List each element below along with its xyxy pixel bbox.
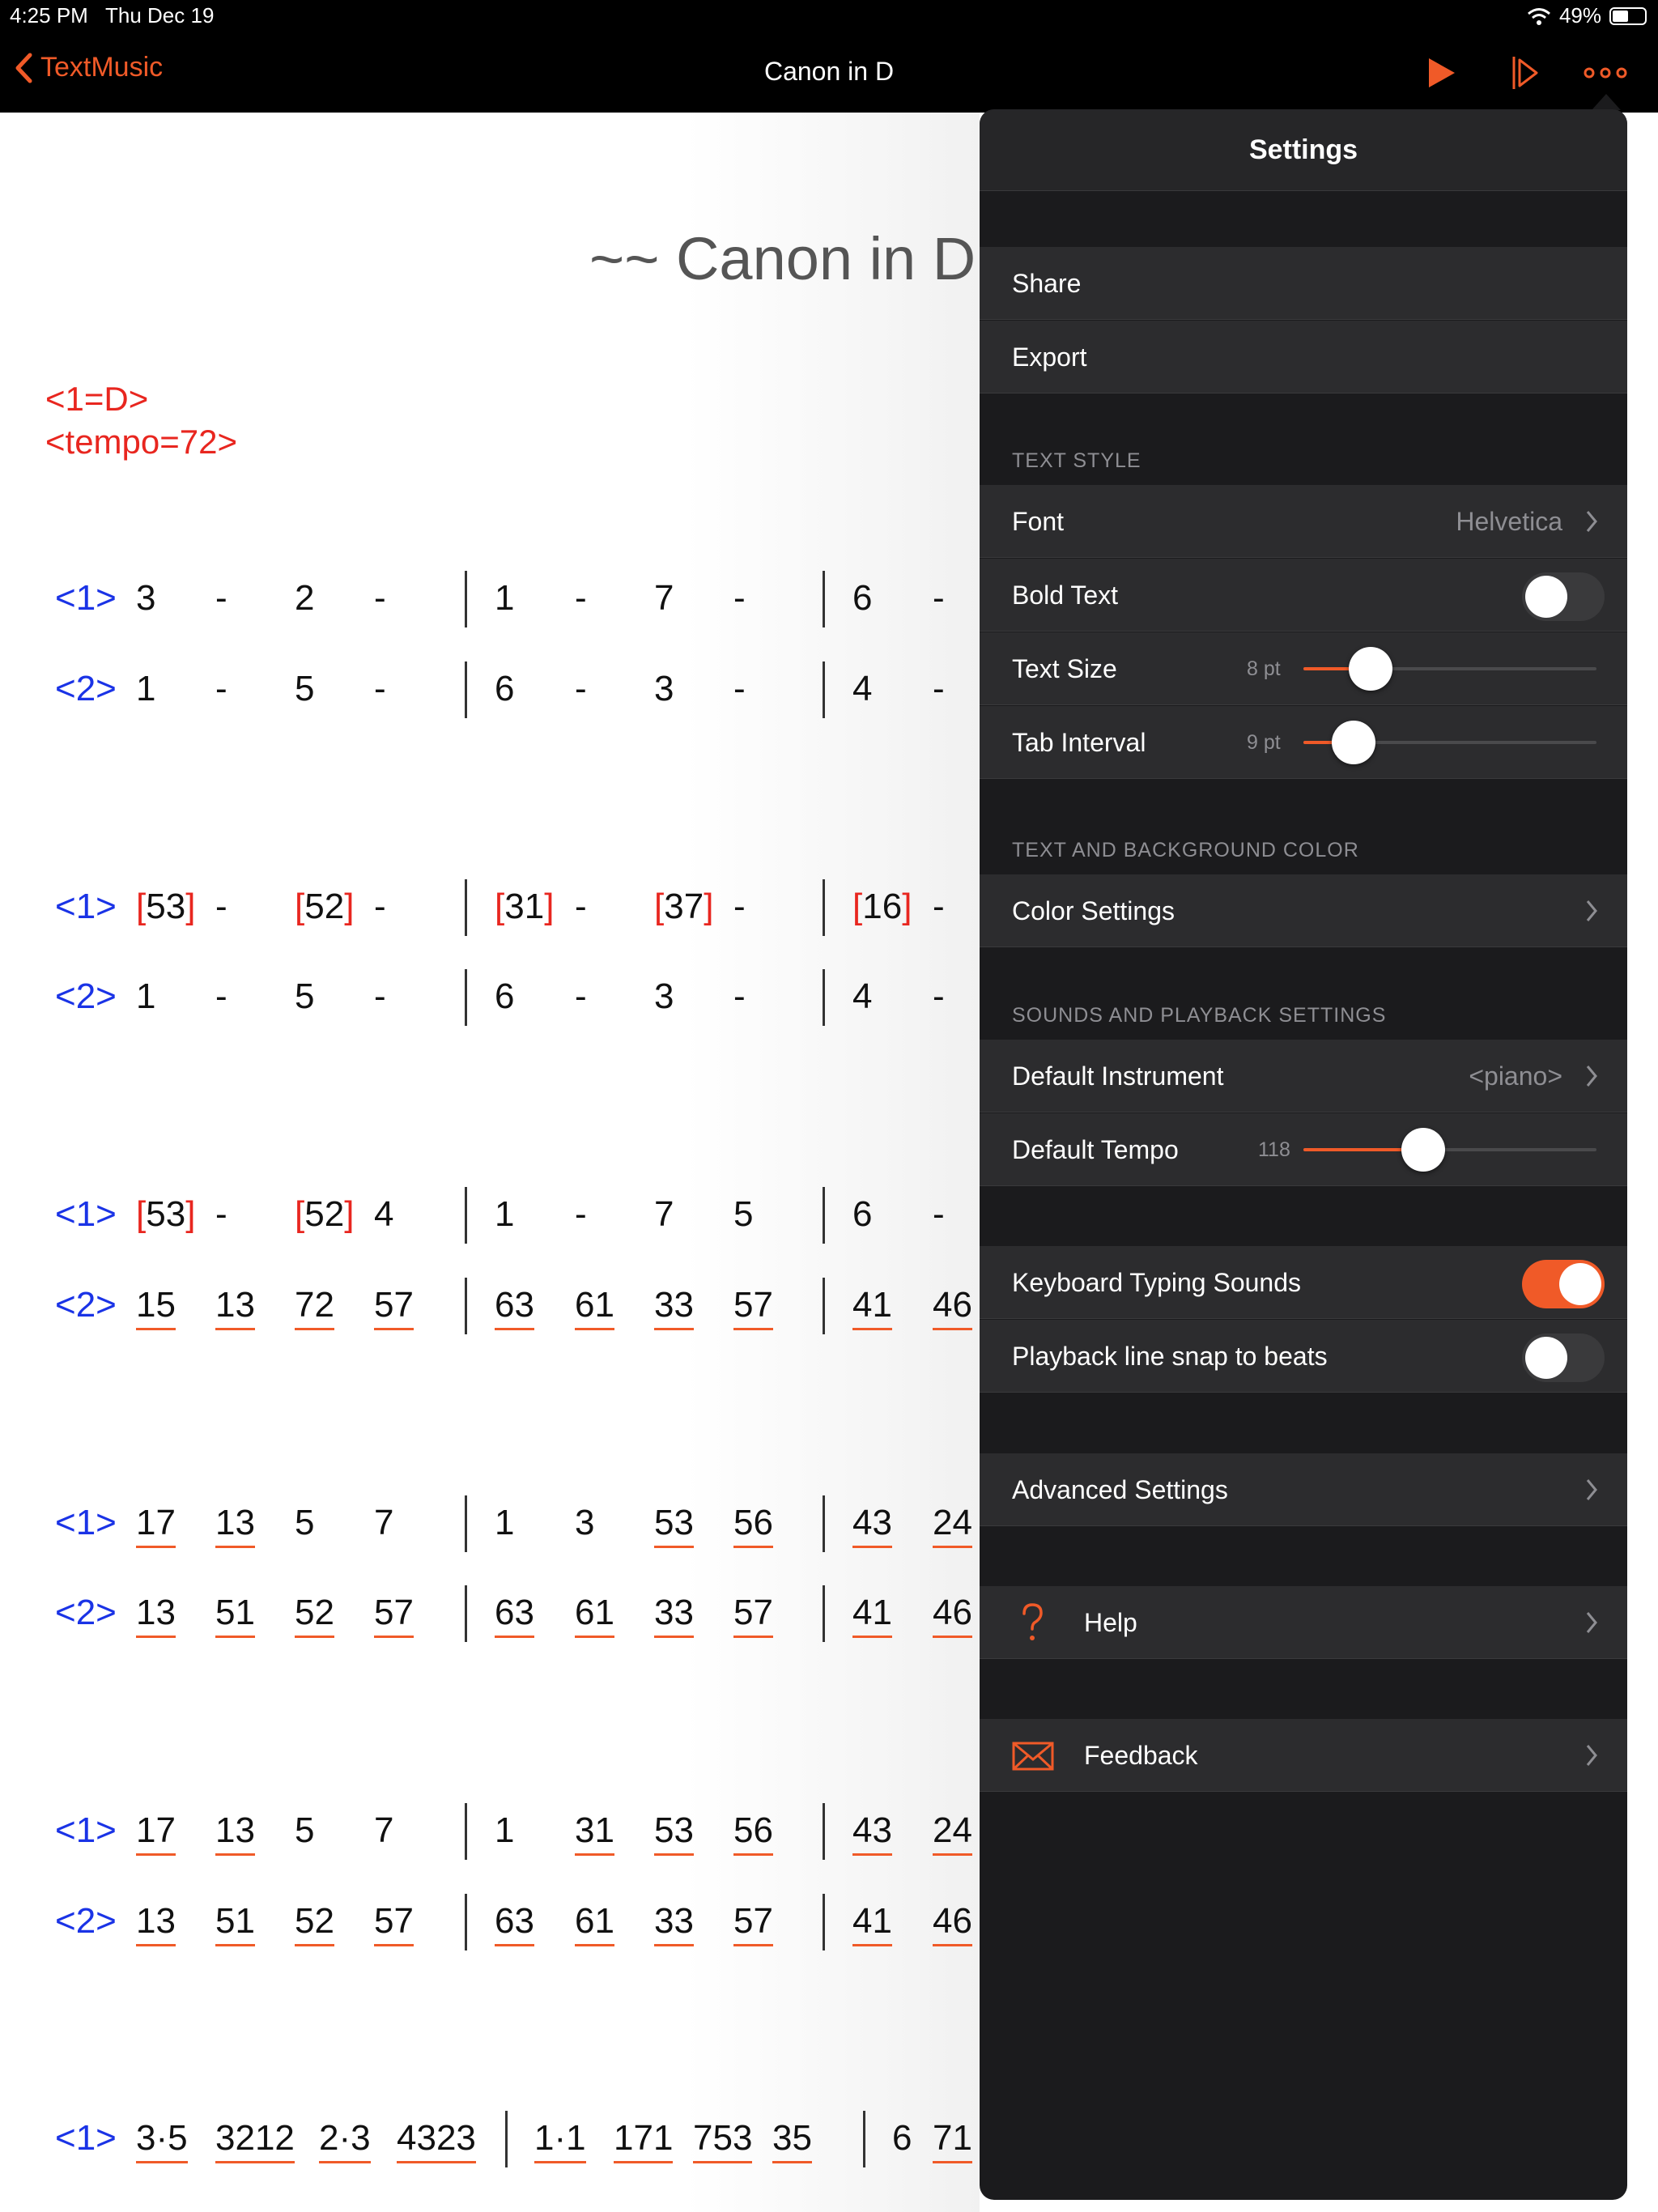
default-tempo-value: 118 (1258, 1138, 1290, 1161)
note-token: 2·3 (319, 2116, 371, 2163)
note-token: 57 (374, 1590, 414, 1638)
notation-row (0, 2116, 980, 2172)
notation-row (0, 576, 980, 632)
note-token: 1 (495, 1810, 515, 1850)
export-label: Export (1012, 342, 1087, 372)
note-token: - (374, 887, 386, 926)
font-value: Helvetica (1456, 507, 1562, 536)
note-token: - (575, 669, 587, 708)
note-token: 72 (295, 1283, 334, 1330)
notation-row (0, 1500, 980, 1557)
nav-title: Canon in D (763, 57, 895, 86)
voice-label: <1> (55, 1194, 117, 1234)
settings-title: Settings (980, 109, 1627, 191)
note-token: - (575, 578, 587, 618)
bar-line (465, 571, 467, 627)
font-row[interactable] (980, 485, 1627, 558)
feedback-row[interactable] (980, 1719, 1627, 1792)
note-token: 4 (374, 1194, 394, 1234)
note-token: 5 (733, 1194, 754, 1234)
voice-label: <1> (55, 887, 117, 926)
note-token: 4 (852, 669, 873, 708)
snap-beats-row (980, 1320, 1627, 1393)
note-token: 52 (295, 1590, 334, 1638)
note-token: - (215, 976, 227, 1016)
note-token: - (215, 887, 227, 926)
wifi-icon (1527, 6, 1551, 26)
note-token: 43 (852, 1500, 892, 1548)
note-token: - (215, 1194, 227, 1234)
tab-interval-label: Tab Interval (1012, 728, 1146, 757)
note-token: 57 (374, 1283, 414, 1330)
default-tempo-label: Default Tempo (1012, 1135, 1179, 1164)
default-instrument-value: <piano> (1469, 1061, 1562, 1091)
battery-percent: 49% (1558, 3, 1601, 28)
bar-line (465, 969, 467, 1026)
note-token: 33 (654, 1590, 694, 1638)
note-token: 51 (215, 1590, 255, 1638)
bar-line (465, 1803, 467, 1860)
mail-icon (1012, 1742, 1054, 1771)
note-token: - (733, 578, 746, 618)
notation-row (0, 1192, 980, 1249)
note-token: - (933, 669, 945, 708)
note-token: 171 (614, 2116, 673, 2163)
voice-label: <1> (55, 1503, 117, 1542)
note-token: [53] (136, 887, 196, 926)
tab-interval-row (980, 706, 1627, 779)
share-label: Share (1012, 269, 1082, 298)
voice-label: <1> (55, 1810, 117, 1850)
export-row[interactable] (980, 321, 1627, 393)
note-token: 46 (933, 1899, 972, 1946)
note-token: 31 (575, 1808, 614, 1856)
keyboard-sounds-row (980, 1246, 1627, 1319)
toggle-knob (1559, 1263, 1601, 1305)
note-token: 13 (215, 1808, 255, 1856)
note-token: 41 (852, 1590, 892, 1638)
bar-line (823, 1495, 825, 1552)
note-token: 3·5 (136, 2116, 188, 2163)
note-token: 17 (136, 1500, 176, 1548)
note-token: [37] (654, 887, 714, 926)
snap-beats-toggle[interactable] (1522, 1334, 1605, 1382)
note-token: 753 (693, 2116, 752, 2163)
note-token: - (733, 887, 746, 926)
settings-panel (980, 109, 1627, 2200)
note-token: [52] (295, 887, 355, 926)
bar-line (465, 1585, 467, 1642)
default-tempo-row (980, 1113, 1627, 1186)
note-token: - (374, 669, 386, 708)
note-token: 5 (295, 1503, 315, 1542)
help-row[interactable] (980, 1586, 1627, 1659)
bar-line (823, 661, 825, 718)
note-token: - (733, 669, 746, 708)
toggle-knob (1525, 576, 1567, 618)
bar-line (465, 1894, 467, 1950)
chevron-right-icon (1585, 1064, 1598, 1088)
status-right (1527, 3, 1647, 28)
note-token: - (733, 976, 746, 1016)
top-bar (0, 0, 1658, 113)
note-token: 35 (772, 2116, 812, 2163)
bar-line (823, 1187, 825, 1244)
chevron-right-icon (1585, 509, 1598, 534)
note-token: 1 (495, 1503, 515, 1542)
keyboard-sounds-toggle[interactable] (1522, 1260, 1605, 1308)
note-token: [16] (852, 887, 912, 926)
text-size-value: 8 pt (1247, 657, 1281, 680)
voice-label: <1> (55, 2118, 117, 2158)
note-token: 6 (852, 1194, 873, 1234)
status-date: Thu Dec 19 (105, 3, 215, 28)
battery-icon (1609, 7, 1647, 25)
snap-beats-label: Playback line snap to beats (1012, 1342, 1328, 1371)
note-token: - (933, 578, 945, 618)
note-token: 2 (295, 578, 315, 618)
note-token: 5 (295, 669, 315, 708)
advanced-settings-row[interactable] (980, 1453, 1627, 1526)
text-size-slider[interactable] (1303, 667, 1596, 670)
text-size-row (980, 632, 1627, 705)
note-token: 5 (295, 1810, 315, 1850)
bar-line (863, 2111, 865, 2167)
note-token: 33 (654, 1899, 694, 1946)
note-token: 7 (654, 1194, 674, 1234)
note-token: 1 (136, 669, 156, 708)
note-token: - (215, 578, 227, 618)
notation-row (0, 1590, 980, 1647)
note-token: 33 (654, 1283, 694, 1330)
color-header: TEXT AND BACKGROUND COLOR (1012, 839, 1359, 861)
slider-knob[interactable] (1332, 721, 1375, 764)
bar-line (823, 879, 825, 936)
default-tempo-slider[interactable] (1303, 1148, 1596, 1151)
chevron-right-icon (1585, 899, 1598, 923)
note-token: 43 (852, 1808, 892, 1856)
more-icon[interactable] (1584, 66, 1627, 79)
note-token: 53 (654, 1500, 694, 1548)
question-icon (1020, 1602, 1044, 1643)
note-token: 1 (495, 1194, 515, 1234)
note-token: 17 (136, 1808, 176, 1856)
note-token: 13 (136, 1590, 176, 1638)
note-token: 51 (215, 1899, 255, 1946)
note-token: 7 (374, 1503, 394, 1542)
voice-label: <1> (55, 578, 117, 618)
notation-row (0, 1899, 980, 1955)
status-time: 4:25 PM (10, 3, 88, 28)
notation-row (0, 1283, 980, 1339)
note-token: 1 (495, 578, 515, 618)
note-token: 1·1 (534, 2116, 586, 2163)
note-token: 3212 (215, 2116, 295, 2163)
note-token: - (575, 976, 587, 1016)
bar-line (823, 1278, 825, 1334)
note-token: 61 (575, 1899, 614, 1946)
note-token: 41 (852, 1899, 892, 1946)
note-token: 46 (933, 1590, 972, 1638)
note-token: [31] (495, 887, 555, 926)
note-token: 41 (852, 1283, 892, 1330)
bar-line (505, 2111, 508, 2167)
note-token: 63 (495, 1590, 534, 1638)
note-token: - (374, 976, 386, 1016)
note-token: - (933, 976, 945, 1016)
voice-label: <2> (55, 1593, 117, 1632)
chevron-right-icon (1585, 1478, 1598, 1502)
note-token: 56 (733, 1500, 773, 1548)
step-play-icon[interactable] (1507, 55, 1540, 91)
default-instrument-row[interactable] (980, 1040, 1627, 1112)
note-token: - (215, 669, 227, 708)
tab-interval-value: 9 pt (1247, 731, 1281, 754)
note-token: 5 (295, 976, 315, 1016)
tab-interval-slider[interactable] (1303, 741, 1596, 744)
note-token: 3 (575, 1503, 595, 1542)
popover-arrow (1592, 94, 1621, 110)
note-token: 6 (852, 578, 873, 618)
note-token: 13 (136, 1899, 176, 1946)
bar-line (465, 1187, 467, 1244)
voice-label: <2> (55, 669, 117, 708)
note-token: 3 (654, 976, 674, 1016)
back-label: TextMusic (40, 52, 164, 83)
note-token: 52 (295, 1899, 334, 1946)
note-token: 13 (215, 1283, 255, 1330)
note-token: 6 (495, 669, 515, 708)
note-token: 3 (654, 669, 674, 708)
voice-label: <2> (55, 1901, 117, 1941)
color-settings-row[interactable] (980, 874, 1627, 947)
note-token: 7 (374, 1810, 394, 1850)
note-token: 57 (733, 1590, 773, 1638)
note-token: - (374, 578, 386, 618)
music-sheet[interactable] (0, 113, 980, 2212)
note-token: 6 (892, 2118, 912, 2158)
sound-header: SOUNDS AND PLAYBACK SETTINGS (1012, 1004, 1387, 1027)
default-instrument-label: Default Instrument (1012, 1061, 1224, 1091)
notation-row (0, 1808, 980, 1865)
note-token: 15 (136, 1283, 176, 1330)
chevron-right-icon (1585, 1610, 1598, 1635)
text-size-label: Text Size (1012, 654, 1117, 683)
bar-line (465, 661, 467, 718)
note-token: 57 (733, 1283, 773, 1330)
note-token: - (575, 887, 587, 926)
note-token: [53] (136, 1194, 196, 1234)
note-token: 24 (933, 1808, 972, 1856)
keyboard-sounds-label: Keyboard Typing Sounds (1012, 1268, 1301, 1297)
note-token: 61 (575, 1590, 614, 1638)
bold-text-toggle[interactable] (1522, 572, 1605, 621)
notation-row (0, 974, 980, 1031)
voice-label: <2> (55, 1285, 117, 1325)
toggle-knob (1525, 1337, 1567, 1379)
color-settings-label: Color Settings (1012, 896, 1175, 925)
sheet-title: ~~ Canon in D (589, 225, 976, 292)
bold-text-label: Bold Text (1012, 581, 1119, 610)
voice-label: <2> (55, 976, 117, 1016)
note-token: 46 (933, 1283, 972, 1330)
note-token: - (933, 1194, 945, 1234)
note-token: 63 (495, 1283, 534, 1330)
notation-row (0, 666, 980, 723)
note-token: - (933, 887, 945, 926)
play-icon[interactable] (1426, 57, 1457, 89)
text-style-header: TEXT STYLE (1012, 449, 1141, 472)
font-label: Font (1012, 507, 1065, 536)
note-token: 57 (733, 1899, 773, 1946)
battery-fill (1613, 11, 1628, 22)
note-token: 57 (374, 1899, 414, 1946)
tempo-header: <tempo=72> (45, 423, 238, 461)
slider-knob[interactable] (1349, 647, 1392, 691)
bar-line (465, 879, 467, 936)
chevron-right-icon (1585, 1743, 1598, 1767)
bar-line (465, 1495, 467, 1552)
slider-knob[interactable] (1401, 1128, 1445, 1172)
share-row[interactable] (980, 247, 1627, 320)
note-token: 63 (495, 1899, 534, 1946)
note-token: 56 (733, 1808, 773, 1856)
note-token: 4 (852, 976, 873, 1016)
bar-line (823, 1585, 825, 1642)
note-token: 1 (136, 976, 156, 1016)
note-token: 7 (654, 578, 674, 618)
note-token: 71 (933, 2116, 972, 2163)
bold-text-row (980, 559, 1627, 632)
bar-line (823, 571, 825, 627)
feedback-label: Feedback (1084, 1741, 1198, 1770)
key-header: <1=D> (45, 380, 149, 418)
bar-line (823, 1803, 825, 1860)
note-token: 6 (495, 976, 515, 1016)
note-token: 24 (933, 1500, 972, 1548)
bar-line (823, 969, 825, 1026)
note-token: - (575, 1194, 587, 1234)
bar-line (465, 1278, 467, 1334)
note-token: [52] (295, 1194, 355, 1234)
note-token: 53 (654, 1808, 694, 1856)
note-token: 61 (575, 1283, 614, 1330)
notation-row (0, 884, 980, 941)
note-token: 13 (215, 1500, 255, 1548)
note-token: 4323 (397, 2116, 476, 2163)
bar-line (823, 1894, 825, 1950)
note-token: 3 (136, 578, 156, 618)
help-label: Help (1084, 1608, 1137, 1637)
advanced-settings-label: Advanced Settings (1012, 1475, 1228, 1504)
